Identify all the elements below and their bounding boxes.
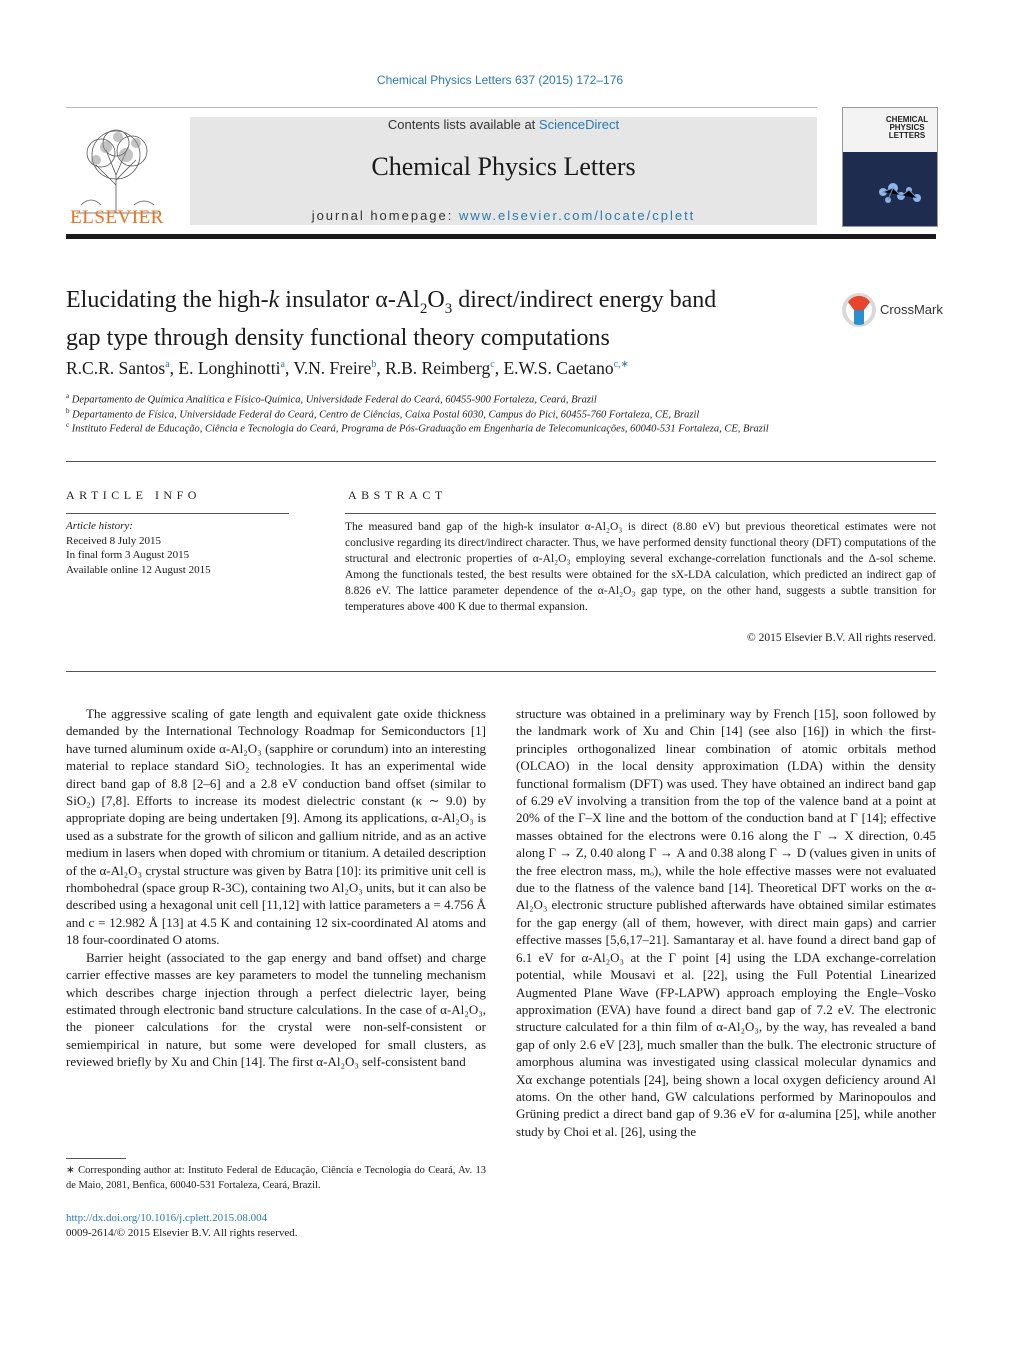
abstract-rule [345,513,936,514]
abstract-copyright: © 2015 Elsevier B.V. All rights reserved. [747,632,936,644]
homepage-link[interactable]: www.elsevier.com/locate/cplett [459,208,696,223]
journal-reference[interactable]: Chemical Physics Letters 637 (2015) 172–176 [376,73,624,87]
abstract-heading: ABSTRACT [348,488,447,502]
footnote-rule [66,1158,126,1159]
author-list: R.C.R. Santos$^a$, E. Longhinotti$^a$, V.N. Freire$^b$, R.B. Reimberg$^c$, E.W.S. Caetano$^{c,∗}$ [66,358,629,378]
doi-link[interactable]: http://dx.doi.org/10.1016/j.cplett.2015.08.004 [66,1212,268,1224]
author-name[interactable]: R.B. Reimberg [385,358,491,378]
homepage-prefix: journal homepage: [311,208,459,223]
journal-title: Chemical Physics Letters [371,152,636,181]
affiliation: $^c$ Instituto Federal de Educação, Ciência e Tecnologia do Ceará, Programa de Pós-Graduação em Engenharia de Telecomunicações, 60040-531 Fortaleza, CE, Brazil [66,421,769,435]
author-name[interactable]: E. Longhinotti [178,358,281,378]
contents-line [190,117,817,132]
info-rule [66,513,289,514]
body-rule [66,671,936,672]
publisher-wordmark: ELSEVIER [70,207,164,228]
corresponding-author-footnote: ∗ Corresponding author at: Instituto Federal de Educação, Ciência e Tecnologia do Ceará, Av. 13 de Maio, 2081, Benfica, 60040-531 Fortaleza, Ceará, Brazil. [66,1165,486,1191]
article-title: Elucidating the high-k insulator $\alpha-Al_2O_3$ direct/indirect energy band gap type through density functional theory computations [66,287,717,351]
paragraph: Barrier height (associated to the gap energy and band offset) and charge carrier effective masses are key parameters to model the tunneling mechanism which describes charge injection through a perfect dielectric layer, being estimated through electronic band structure calculations. In the case of α-Al₂O₃, the pioneer calculations for the crystal were non-self-consistent or semiempirical in nature, but some were developed for small clusters, as reviewed briefly by Xu and Chin [14]. The first α-Al₂O₃ self-consistent band [66,949,486,1070]
abstract-text: The measured band gap of the high-k insulator α-Al₂O₃ is direct (8.80 eV) but previous theoretical estimates were not conclusive regarding its direct/indirect character. Thus, we have performed density functional theory (DFT) computations of the structural and electronic properties of α-Al₂O₃ employing several exchange-correlation functionals and the Δ-sol scheme. Among the functionals tested, the best results were obtained for the sX-LDA calculation, which predicted an indirect gap of 8.826 eV. The lattice parameter dependence of the α-Al₂O₃ gap type, on the other hand, suggests a subtle transition for temperatures above 400 K due to thermal expansion. [345,521,936,613]
journal-cover-image [842,107,938,227]
cover-molecule-icon [843,152,937,226]
affiliation: $^a$ Departamento de Química Analítica e Físico-Química, Universidade Federal do Ceará, 60455-900 Fortaleza, Ceará, Brazil [66,392,597,406]
cover-title: CHEMICAL PHYSICS LETTERS [885,115,929,140]
issn-copyright: 0009-2614/© 2015 Elsevier B.V. All rights reserved. [66,1226,298,1239]
header-top-rule [66,107,817,108]
body-column-left [66,705,486,1071]
sciencedirect-link[interactable]: ScienceDirect [538,117,620,132]
author-name[interactable]: R.C.R. Santos [66,358,166,378]
header-rule [66,234,936,239]
article-history: Article history: Received 8 July 2015 In final form 3 August 2015 Available online 12 August 2015 [66,520,211,576]
affiliation: $^b$ Departamento de Física, Universidade Federal do Ceará, Centro de Ciências, Caixa Postal 6030, Campus do Pici, 60455-760 Fortaleza, CE, Brazil [66,407,700,421]
section-rule [66,461,936,462]
article-info-heading: ARTICLE INFO [66,488,201,502]
journal-homepage [190,208,817,223]
doi-block [66,1211,298,1240]
paragraph: The aggressive scaling of gate length and equivalent gate oxide thickness demanded by the International Technology Roadmap for Semiconductors [1] have turned aluminum oxide α-Al₂O₃ (sapphire or corundum) into an interesting material to replace standard SiO₂ technologies. It has an experimental wide direct band gap of 8.8 [2–6] and a 2.8 eV conduction band offset (similar to SiO₂) [7,8]. Efforts to increase its modest dielectric constant (κ ∼ 9.0) by appropriate doping are being undertaken [9]. Among its applications, α-Al₂O₃ is used as a substrate for the growth of silicon and gallium nitride, and as an active medium in lasers when doped with chromium or titanium. A detailed description of the α-Al₂O₃ crystal structure was given by Batra [10]: its primitive unit cell is rhombohedral (space group R-3C), containing two Al₂O₃ units, but it can also be described using a hexagonal unit cell [11,12] with lattice parameters a = 4.756 Å and c = 12.982 Å [13] at 4.5 K and containing 12 six-coordinated Al atoms and 18 four-coordinated O atoms. [66,706,486,948]
paragraph: structure was obtained in a preliminary way by French [15], soon followed by the landmark work of Xu and Chin [14] (see also [16]) in which the first-principles orthogonalized linear combination of atomic orbitals method (OLCAO) in the local density approximation (LDA) within the density functional formalism (DFT) was used. They have obtained an indirect band gap of 6.29 eV involving a transition from the top of the valence band at a point at 20% of the Γ–X line and the bottom of the conduction band at Γ [14]; effective masses obtained for the electrons were 0.16 along the Γ → X direction, 0.45 along Γ → Z, 0.40 along Γ → A and 0.38 along Γ → D (values given in units of the free electron mass, mₒ), while the hole effective masses were not evaluated due to the flatness of the valence band [14]. Theoretical DFT works on the α-Al₂O₃ electronic structure published afterwards have obtained similar estimates for the gap energy (all of them, however, with direct main gaps) and carrier effective masses [5,6,17–21]. Samantaray et al. have found a direct band gap of 6.1 eV for α-Al₂O₃ at the Γ point [4] using the LDA exchange-correlation potential, while Mousavi et al. [22], using the Full Potential Linearized Augmented Plane Wave (FP-LAPW) approach employing the Engle–Vosko approximation (EVA) have found a direct band gap of 7.2 eV. The electronic structure calculated for a thin film of α-Al₂O₃, by the way, has revealed a band gap of only 2.6 eV [23], much smaller than the bulk. The electronic structure of amorphous alumina was investigated using classical molecular dynamics and Xα exchange potentials [24], being shown a local oxygen deficiency around Al atoms. On the other hand, GW calculations performed by Marinopoulos and Grüning predict a direct band gap of 9.36 eV for α-alumina [25], while another study by Choi et al. [26], using the [516,706,936,1139]
contents-prefix: Contents lists available at [387,117,539,132]
author-name[interactable]: V.N. Freire [293,358,372,378]
body-column-right [516,705,936,1140]
crossmark-label[interactable]: CrossMark [880,302,943,317]
author-name[interactable]: E.W.S. Caetano [503,358,614,378]
